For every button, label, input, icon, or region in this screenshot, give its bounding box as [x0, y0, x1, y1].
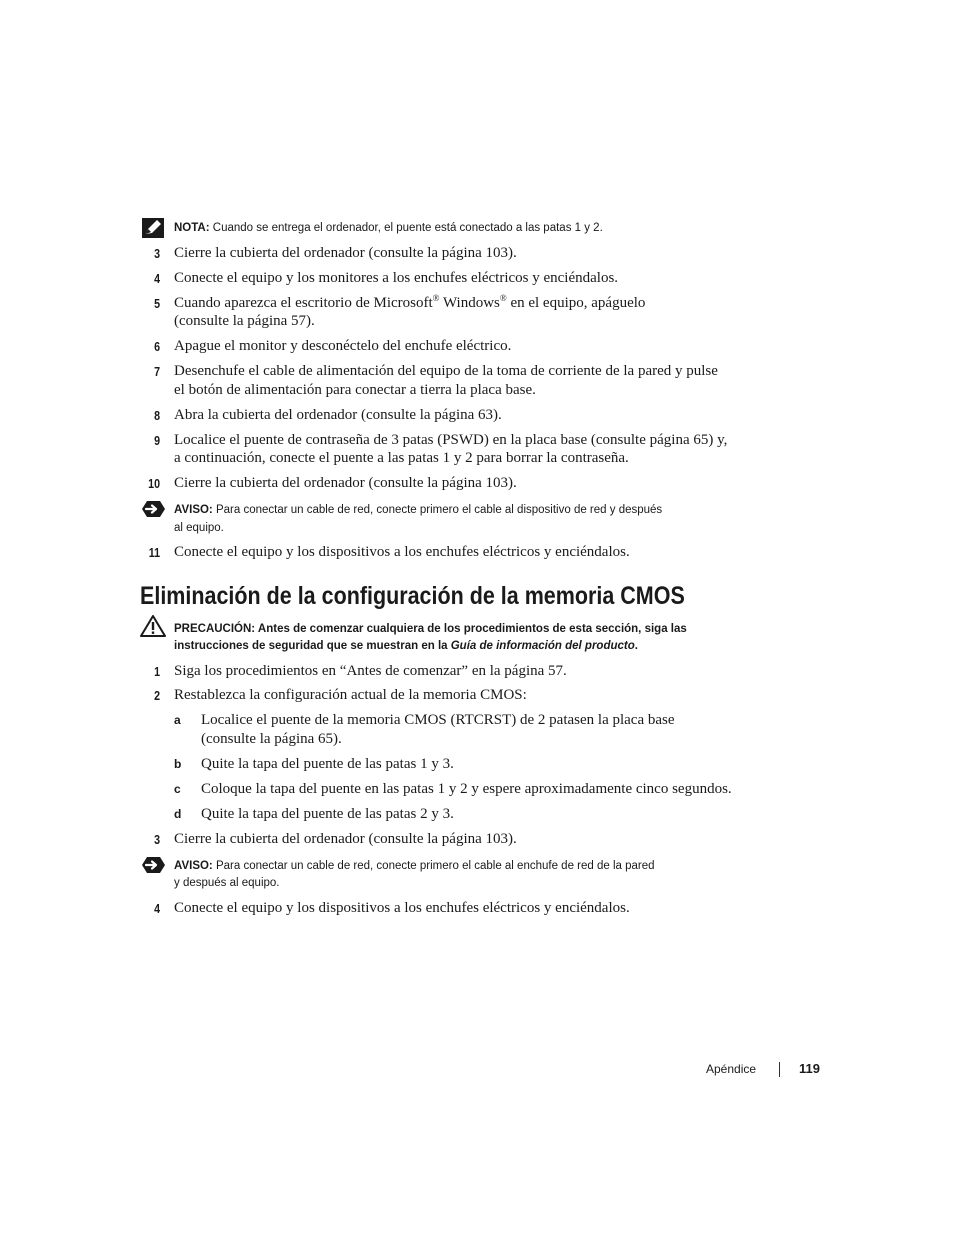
- step-text: [174, 294, 645, 313]
- caution: [174, 621, 687, 638]
- caution-text-part: instrucciones de seguridad que se muestran en la: [174, 640, 451, 652]
- substep-letter: b: [174, 757, 182, 771]
- step-text: Localice el puente de contraseña de 3 patas (PSWD) en la placa base (consulte página 65) y,: [174, 432, 728, 448]
- page-number: 119: [799, 1061, 820, 1076]
- substep-text: Coloque la tapa del puente en las patas 1 y 2 y espere aproximadamente cinco segundos.: [201, 781, 732, 797]
- notice-label: AVISO:: [174, 860, 213, 872]
- step-text: (consulte la página 57).: [174, 313, 315, 329]
- step-number: 6: [154, 339, 160, 354]
- step-text: Desenchufe el cable de alimentación del equipo de la toma de corriente de la pared y pulse: [174, 363, 718, 379]
- footer-section-label: Apéndice: [706, 1062, 757, 1076]
- step-number: 9: [154, 433, 160, 448]
- note-label: NOTA:: [174, 222, 210, 234]
- step-text-part: en el equipo, apáguelo: [506, 295, 646, 311]
- step-number: 3: [154, 832, 160, 847]
- step-text: Conecte el equipo y los dispositivos a los enchufes eléctricos y enciéndalos.: [174, 900, 630, 916]
- step-text-part: Cuando aparezca el escritorio de Microsoft: [174, 295, 433, 311]
- step-text: Conecte el equipo y los monitores a los enchufes eléctricos y enciéndalos.: [174, 270, 619, 286]
- caution-text-part: .: [634, 640, 638, 652]
- caution-text: Antes de comenzar cualquiera de los procedimientos de esta sección, siga las: [257, 623, 687, 635]
- step-number: 8: [154, 408, 160, 423]
- notice-text: Para conectar un cable de red, conecte primero el cable al dispositivo de red y después: [215, 504, 663, 516]
- notice-text: y después al equipo.: [174, 877, 280, 889]
- notice-icon: [141, 856, 166, 879]
- substep-letter: d: [174, 807, 182, 821]
- substep-text: Quite la tapa del puente de las patas 2 y 3.: [201, 806, 454, 822]
- caution-text: [174, 638, 638, 655]
- step-text: Cierre la cubierta del ordenador (consulte la página 103).: [174, 245, 517, 261]
- footer-divider: [779, 1062, 780, 1077]
- step-text: Cierre la cubierta del ordenador (consulte la página 103).: [174, 831, 517, 847]
- step-number: 7: [154, 364, 160, 379]
- notice-text: Para conectar un cable de red, conecte primero el cable al enchufe de red de la pared: [215, 860, 655, 872]
- step-text: Apague el monitor y desconéctelo del enchufe eléctrico.: [174, 338, 512, 354]
- pencil-note-icon: [142, 218, 164, 243]
- step-text: Abra la cubierta del ordenador (consulte la página 63).: [174, 407, 502, 423]
- registered-mark: ®: [499, 293, 507, 303]
- step-number: 2: [154, 688, 160, 703]
- caution-label: PRECAUCIÓN:: [174, 623, 256, 635]
- step-text: Siga los procedimientos en “Antes de comenzar” en la página 57.: [174, 663, 567, 679]
- section-heading: Eliminación de la configuración de la memoria CMOS: [140, 582, 685, 610]
- step-number: 11: [148, 545, 160, 560]
- step-text-part: Windows: [439, 295, 500, 311]
- notice: [174, 858, 655, 875]
- notice: [174, 502, 662, 519]
- notice-label: AVISO:: [174, 504, 213, 516]
- step-number: 10: [148, 476, 160, 491]
- step-number: 5: [154, 296, 160, 311]
- note-text: Cuando se entrega el ordenador, el puente está conectado a las patas 1 y 2.: [212, 222, 603, 234]
- substep-text: Localice el puente de la memoria CMOS (RTCRST) de 2 patasen la placa base: [201, 712, 675, 728]
- step-text: Cierre la cubierta del ordenador (consulte la página 103).: [174, 475, 517, 491]
- notice-text: al equipo.: [174, 522, 224, 534]
- substep-letter: a: [174, 713, 181, 727]
- step-text: el botón de alimentación para conectar a tierra la placa base.: [174, 382, 536, 398]
- substep-text: Quite la tapa del puente de las patas 1 y 3.: [201, 756, 454, 772]
- caution-triangle-icon: [139, 614, 167, 643]
- step-number: 4: [154, 271, 160, 286]
- substep-letter: c: [174, 782, 181, 796]
- notice-icon: [141, 500, 166, 523]
- step-number: 4: [154, 901, 160, 916]
- step-text: a continuación, conecte el puente a las patas 1 y 2 para borrar la contraseña.: [174, 450, 629, 466]
- substep-text: (consulte la página 65).: [201, 731, 342, 747]
- step-number: 3: [154, 246, 160, 261]
- step-number: 1: [154, 664, 160, 679]
- step-text: Conecte el equipo y los dispositivos a los enchufes eléctricos y enciéndalos.: [174, 544, 630, 560]
- step-text: Restablezca la configuración actual de la memoria CMOS:: [174, 687, 527, 703]
- note: [174, 220, 603, 237]
- product-guide-title: Guía de información del producto: [450, 640, 635, 652]
- registered-mark: ®: [432, 293, 440, 303]
